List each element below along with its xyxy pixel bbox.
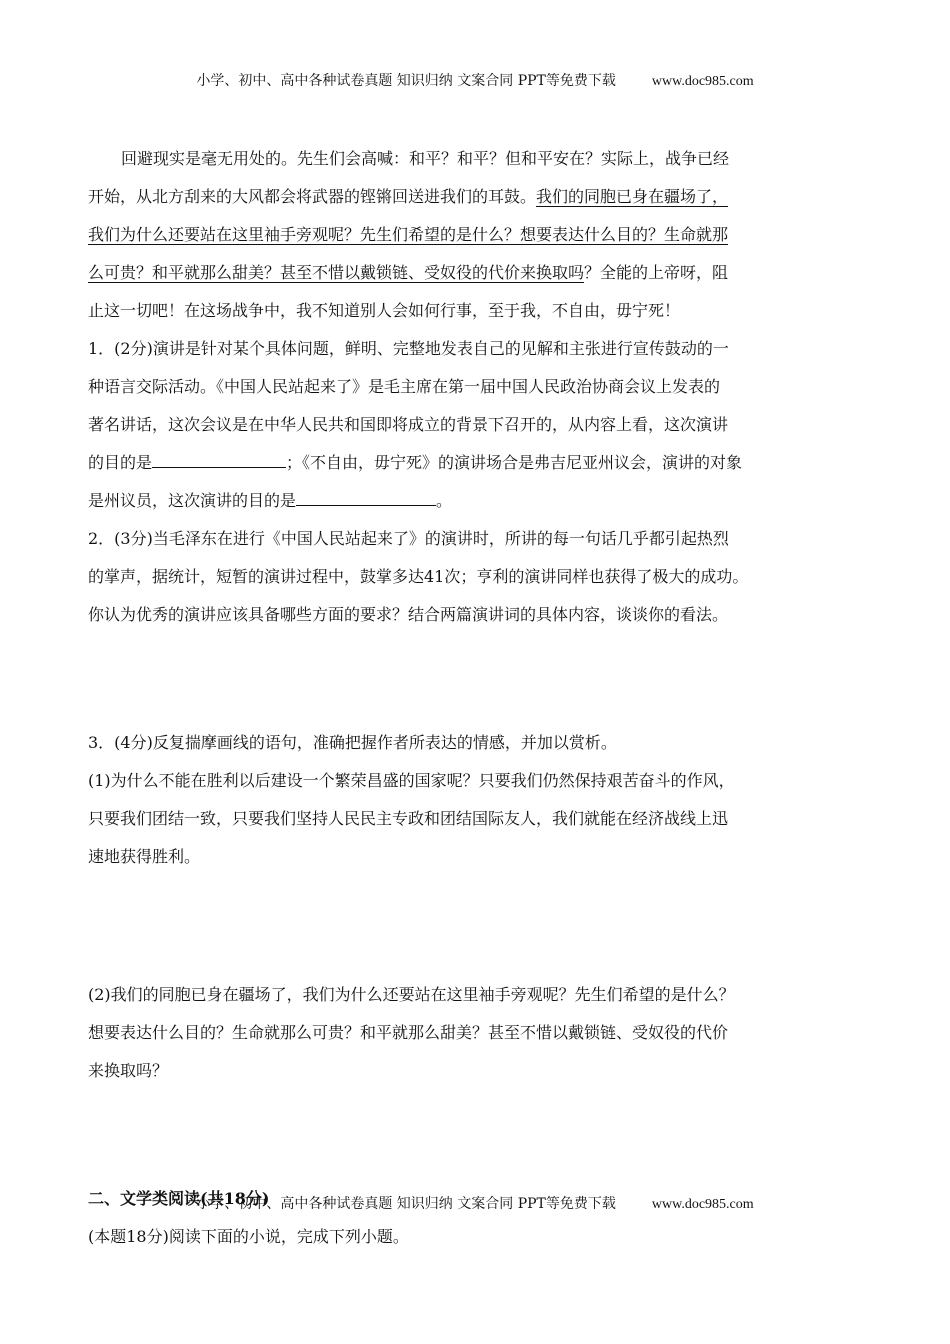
answer-blank[interactable] [152, 445, 286, 468]
passage-line [88, 254, 858, 292]
section-2 [88, 1180, 858, 1256]
question-text: 。 [436, 491, 453, 510]
footer-url[interactable]: www.doc985.com [651, 1197, 754, 1212]
header-url[interactable]: www.doc985.com [651, 74, 754, 89]
question-text: 是州议员，这次演讲的目的是 [88, 491, 297, 510]
underlined-sentence: 么可贵？和平就那么甜美？甚至不惜以戴锁链、受奴役的代价来换取吗 [88, 263, 585, 282]
header-text: 小学、初中、高中各种试卷真题 知识归纳 文案合同 PPT等免费下载 [196, 73, 616, 89]
page-header [0, 70, 950, 90]
question-1 [88, 330, 858, 520]
section-intro: (本题18分)阅读下面的小说，完成下列小题。 [88, 1227, 409, 1246]
question-text: ；《不自由，毋宁死》的演讲场合是弗吉尼亚州议会，演讲的对象 [286, 453, 743, 472]
document-body [88, 140, 858, 1256]
question-line: 想要表达什么目的？生命就那么可贵？和平就那么甜美？甚至不惜以戴锁链、受奴役的代价 [88, 1023, 729, 1042]
passage-text: ？全能的上帝呀，阻 [584, 263, 729, 282]
section-title: 二、文学类阅读(共18分) [88, 1189, 270, 1208]
page-footer [0, 1193, 950, 1213]
underlined-sentence: 我们的同胞已身在疆场了， [536, 187, 729, 206]
question-2 [88, 520, 858, 634]
passage-line: 回避现实是毫无用处的。先生们会高喊：和平？和平？但和平安在？实际上，战争已经 [121, 149, 730, 168]
answer-space[interactable] [88, 634, 858, 724]
speech-passage [88, 140, 858, 330]
question-line: 的掌声，据统计，短暂的演讲过程中，鼓掌多达41次；亨利的演讲同样也获得了极大的成功。 [88, 567, 749, 586]
question-line: 种语言交际活动。《中国人民站起来了》是毛主席在第一届中国人民政治协商会议上发表的 [88, 377, 721, 396]
answer-blank[interactable] [296, 483, 436, 506]
question-3 [88, 724, 858, 1090]
question-line: (2)我们的同胞已身在疆场了，我们为什么还要站在这里袖手旁观呢？先生们希望的是什么？ [88, 985, 735, 1004]
question-line: 来换取吗？ [88, 1061, 169, 1080]
underlined-sentence: 我们为什么还要站在这里袖手旁观呢？先生们希望的是什么？想要表达什么目的？生命就那 [88, 225, 729, 244]
question-line: 2．(3分)当毛泽东在进行《中国人民站起来了》的演讲时，所讲的每一句话几乎都引起热烈 [88, 529, 729, 548]
passage-line: 止这一切吧！在这场战争中，我不知道别人会如何行事，至于我，不自由，毋宁死！ [88, 301, 681, 320]
footer-text: 小学、初中、高中各种试卷真题 知识归纳 文案合同 PPT等免费下载 [196, 1196, 616, 1212]
question-line [88, 444, 858, 482]
question-line: 3．(4分)反复揣摩画线的语句，准确把握作者所表达的情感，并加以赏析。 [88, 733, 617, 752]
question-text: 的目的是 [88, 453, 153, 472]
question-line [88, 482, 858, 520]
question-line: 速地获得胜利。 [88, 847, 201, 866]
answer-space[interactable] [88, 1090, 858, 1180]
passage-text: 开始，从北方刮来的大风都会将武器的铿锵回送进我们的耳鼓。 [88, 187, 537, 206]
question-line: 只要我们团结一致，只要我们坚持人民民主专政和团结国际友人，我们就能在经济战线上迅 [88, 809, 729, 828]
answer-space[interactable] [88, 876, 858, 976]
question-line: 著名讲话，这次会议是在中华人民共和国即将成立的背景下召开的，从内容上看，这次演讲 [88, 415, 729, 434]
question-line: 1．(2分)演讲是针对某个具体问题，鲜明、完整地发表自己的见解和主张进行宣传鼓动的一 [88, 339, 729, 358]
question-line: (1)为什么不能在胜利以后建设一个繁荣昌盛的国家呢？只要我们仍然保持艰苦奋斗的作风， [88, 771, 735, 790]
question-line: 你认为优秀的演讲应该具备哪些方面的要求？结合两篇演讲词的具体内容，谈谈你的看法。 [88, 605, 729, 624]
passage-line [88, 178, 858, 216]
